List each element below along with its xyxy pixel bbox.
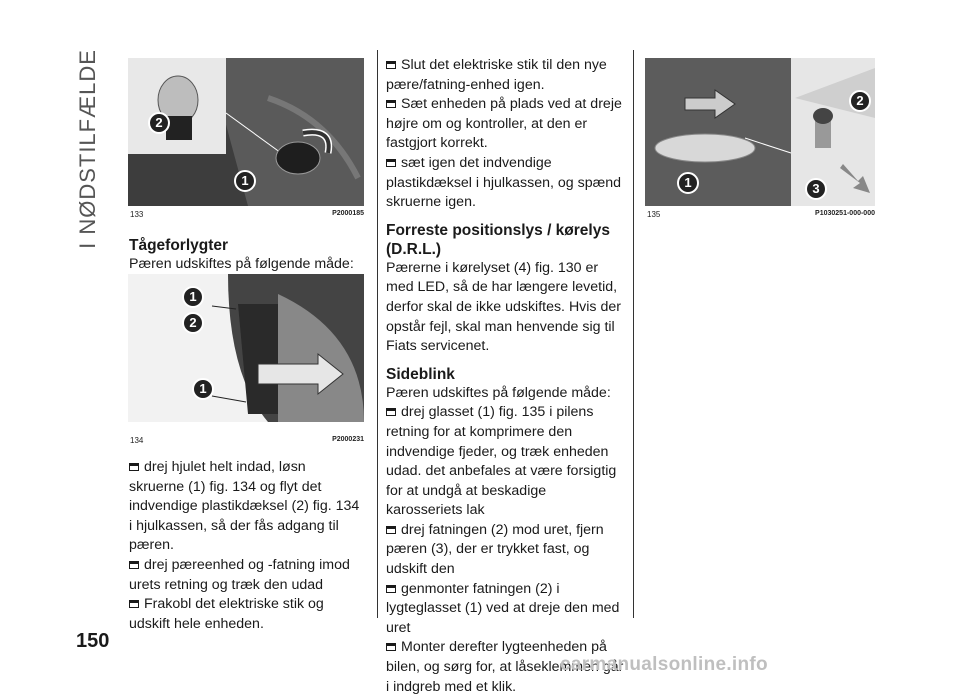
figure-133-caption xyxy=(130,210,364,219)
figure-135-caption xyxy=(647,210,875,219)
bullet-icon xyxy=(129,600,139,608)
drl-heading: Forreste positionslys / kørelys (D.R.L.) xyxy=(386,221,610,258)
figure-133-image xyxy=(128,58,364,206)
column-divider-1 xyxy=(377,50,378,618)
footer-watermark: carmanualsonline.info xyxy=(560,654,768,675)
bullet-icon xyxy=(386,585,396,593)
step: drej fatningen (2) mod uret, fjern pæren (3), der er trykket fast, og udskift den xyxy=(386,521,604,578)
step: Frakobl det elektriske stik og udskift hele enheden. xyxy=(129,596,324,632)
step: sæt igen det indvendige plastikdæksel i hjulkassen, og spænd skruerne igen. xyxy=(386,154,622,211)
bullet-icon xyxy=(386,159,396,167)
column-2 xyxy=(386,56,624,697)
figure-code: P2000185 xyxy=(332,210,364,217)
bullet-icon xyxy=(386,408,396,416)
page-number: 150 xyxy=(76,630,110,652)
figure-code: P2000231 xyxy=(332,436,364,443)
column-divider-2 xyxy=(633,50,634,618)
step: Sæt enheden på plads ved at dreje højre om og kontroller, at den er fastgjort korrekt. xyxy=(386,96,622,152)
callout-1: 1 xyxy=(677,172,699,194)
column-1-steps xyxy=(129,458,364,634)
figure-134-illustration xyxy=(128,274,364,422)
figure-134-image xyxy=(128,274,364,422)
bullet-icon xyxy=(129,463,139,471)
callout-2: 2 xyxy=(182,312,204,334)
callout-1-bottom: 1 xyxy=(192,378,214,400)
callout-2: 2 xyxy=(148,112,170,134)
figure-number: 135 xyxy=(647,210,661,219)
step: drej pæreenhed og -fatning imod urets retning og træk den udad xyxy=(129,556,350,593)
step: genmonter fatningen (2) i lygteglasset (1) ved at dreje den med uret xyxy=(386,580,620,636)
figure-135-image xyxy=(645,58,875,206)
fog-heading: Tågeforlygter xyxy=(129,237,229,254)
bullet-icon xyxy=(386,526,396,534)
figure-code: P1030251-000-000 xyxy=(815,210,875,217)
callout-3: 3 xyxy=(805,178,827,200)
callout-1: 1 xyxy=(234,170,256,192)
bullet-icon xyxy=(386,100,396,108)
step: drej glasset (1) fig. 135 i pilens retning for at komprimere den indvendige fjeder, og træk enheden udad. det anbefales at være forsigtig for at undgå at beskadige karosseriets lak xyxy=(386,404,617,519)
fog-intro: Pæren udskiftes på følgende måde: xyxy=(129,256,354,272)
step: drej hjulet helt indad, løsn skruerne (1) fig. 134 og flyt det indvendige plastikdæksel (2) fig. 134 i hjulkassen, så der fås adgang til pæren. xyxy=(129,459,360,554)
step: Monter derefter lygteenheden på bilen, og sørg for, at låseklemmen går i indgreb med et klik. xyxy=(386,639,624,695)
section-tab xyxy=(76,50,100,250)
figure-134-caption xyxy=(130,436,364,445)
sideblink-intro: Pæren udskiftes på følgende måde: xyxy=(386,384,611,401)
bullet-icon xyxy=(129,561,139,569)
callout-2: 2 xyxy=(849,90,871,112)
section-tab-label: I NØDSTILFÆLDE xyxy=(75,49,100,249)
callout-1-top: 1 xyxy=(182,286,204,308)
column-1-top xyxy=(129,236,364,275)
figure-number: 133 xyxy=(130,210,144,219)
drl-text: Pærerne i kørelyset (4) fig. 130 er med LED, så de har længere levetid, derfor skal de ikke udskiftes. Hvis der opstår fejl, skal man henvende sig til Fiats servicenet. xyxy=(386,259,621,355)
bullet-icon xyxy=(386,643,396,651)
bullet-icon xyxy=(386,61,396,69)
sideblink-heading: Sideblink xyxy=(386,365,455,383)
step: Slut det elektriske stik til den nye pære/fatning-enhed igen. xyxy=(386,57,607,93)
figure-number: 134 xyxy=(130,436,144,445)
